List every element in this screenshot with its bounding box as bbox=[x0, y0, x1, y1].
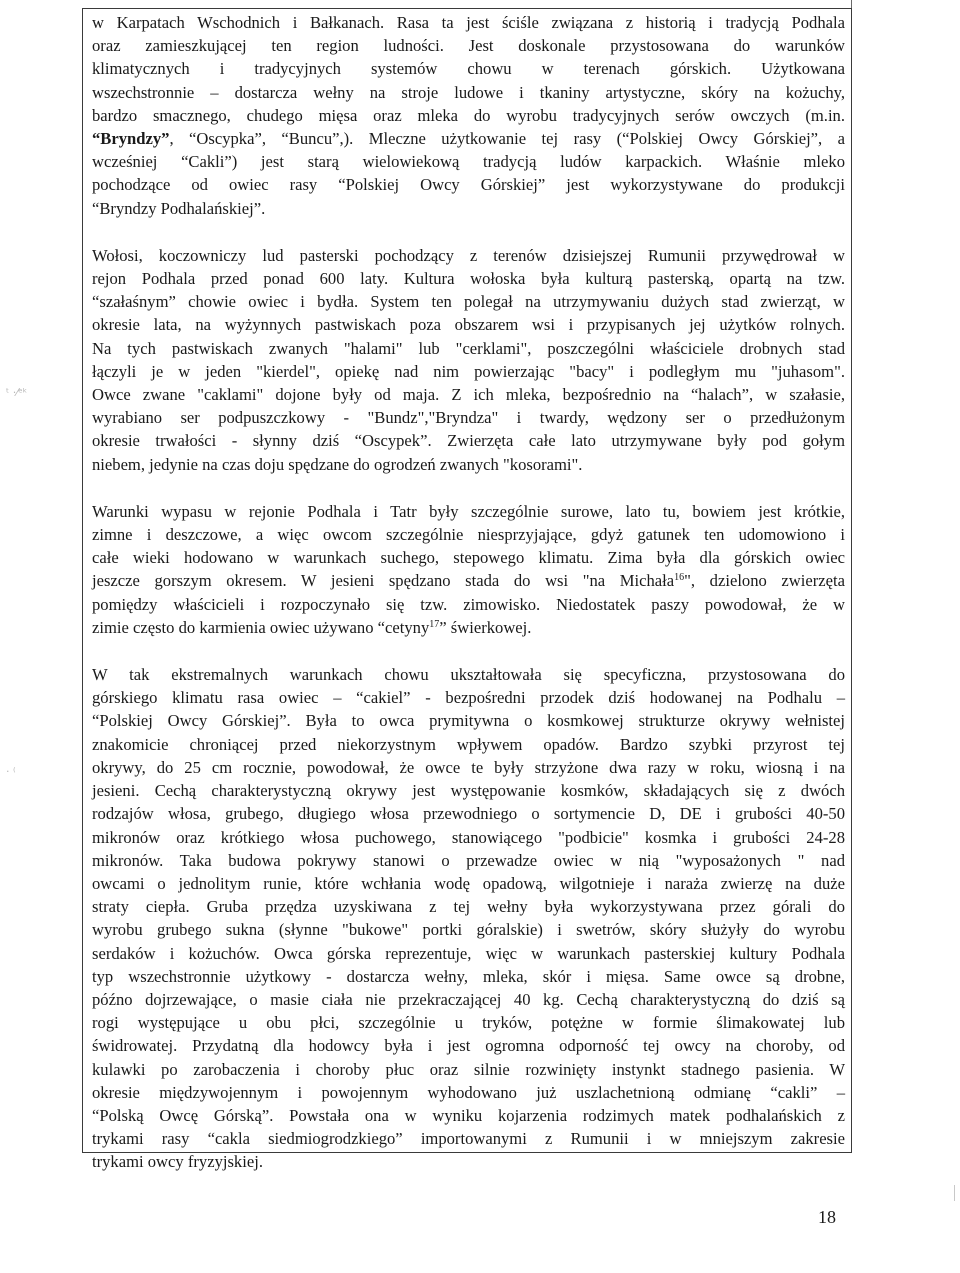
text-line: okresie trwałości - słynny dziś “Oscypek”. Zwierzęta całe lato utrzymywane były pod gołym bbox=[92, 431, 845, 451]
text-line: pochodzące od owiec rasy “Polskiej Owcy Górskiej” jest wykorzystywane do produkcji bbox=[92, 175, 845, 195]
bold-bryndzy: “Bryndzy” bbox=[92, 129, 170, 149]
text-segment: zimie często do karmienia owiec używano “cetyny bbox=[92, 617, 430, 637]
text-line: zimne i deszczowe, a więc owcom szczególnie niesprzyjające, gdyż gatunek ten udomowiono i bbox=[92, 525, 845, 545]
paragraph-wolosi bbox=[92, 244, 845, 476]
text-line: rejon Podhala przed ponad 600 laty. Kultura wołoska była kulturą pasterską, opartą na tzw. bbox=[92, 269, 845, 289]
text-line: W tak ekstremalnych warunkach chowu ukształtowała się specyficzna, przystosowana do bbox=[92, 665, 845, 685]
text-segment: jeszcze gorszym okresem. W jesieni spędzano stada do wsi "na Michała bbox=[92, 571, 675, 591]
document-body bbox=[92, 11, 845, 1198]
paragraph-grazing-conditions bbox=[92, 500, 845, 639]
text-line: wcześniej “Cakli”) jest starą wielowiekową tradycją ludów karpackich. Właśnie mleko bbox=[92, 152, 845, 172]
text-line: niebem, jedynie na czas doju spędzane do ogrodzeń zwanych "kosorami". bbox=[92, 454, 583, 474]
text-line: wyrobu grubego sukna (słynne "bukowe" portki góralskie) i swetrów, skóry służyły do wyrobu bbox=[92, 920, 845, 940]
text-line: wszechstronnie – dostarcza wełny na stroje ludowe i tkaniny artystyczne, skóry na kożuchy, bbox=[92, 82, 845, 102]
text-line: kulawki po zarobaczenia i choroby płuc oraz silnie rozwinięty instynkt stadnego pasienia. W bbox=[92, 1059, 845, 1079]
text-line: “Bryndzy Podhalańskiej”. bbox=[92, 198, 266, 218]
text-line-with-footnote bbox=[92, 616, 845, 639]
frame-corner-tick bbox=[851, 0, 852, 8]
text-line: oraz zamieszkującej ten region ludności. Jest doskonale przystosowana do warunków bbox=[92, 36, 845, 56]
text-line: mikronów oraz krótkiego włosa puchowego, stanowiącego "podbicie" kosmka i grubości 24-28 bbox=[92, 827, 845, 847]
text-line: straty ciepła. Gruba przędza uzyskiwana z tej wełny była wykorzystywana przez górali do bbox=[92, 897, 845, 917]
footnote-ref-16: 16 bbox=[674, 572, 685, 584]
text-line: górskiego klimatu rasa owiec – “cakiel” - bezpośredni przodek dziś hodowanej na Podhalu – bbox=[92, 688, 845, 708]
text-line: okrywy, do 25 cm rocznie, powodował, że owce te były strzyżone dwa razy w roku, wiosną i na bbox=[92, 757, 845, 777]
text-line: pomiędzy właścicieli i rozpoczynało się tzw. zimowisko. Niedostatek paszy powodował, że w bbox=[92, 594, 845, 614]
paragraph-cakiel-breed bbox=[92, 663, 845, 1173]
text-segment: ” świerkowej. bbox=[439, 617, 532, 637]
scan-edge-tick bbox=[954, 1185, 955, 1201]
scan-artifact-mark: · ⁽ bbox=[6, 765, 16, 778]
text-line: rodzajów włosa, grubego, długiego włosa przewodniego o sortymencie D, DE i grubości 40-50 bbox=[92, 804, 845, 824]
text-line: rogi występujące u obu płci, szczególnie u tryków, potężne w formie ślimakowatej lub bbox=[92, 1013, 845, 1033]
text-line: “Polskiej Owcy Górskiej”. Była to owca prymitywna o kosmkowej strukturze okrywy wełnistej bbox=[92, 711, 845, 731]
paragraph-sheep-breed-history bbox=[92, 11, 845, 220]
text-line: znakomicie chroniącej przed niekorzystnym wpływem opadów. Bardzo szybki przyrost tej bbox=[92, 734, 845, 754]
text-line: trykami rasy “cakla siedmiogrodzkiego” importowanymi z Rumunii i w mniejszym zakresie bbox=[92, 1129, 845, 1149]
text-line: okresie lata, na wyżynnych pastwiskach poza obszarem wsi i przypisanych jej użytków rolnych. bbox=[92, 315, 845, 335]
text-line-with-footnote bbox=[92, 569, 845, 592]
text-line: Owce zwane "caklami" dojone były od maja. Z ich mleka, bezpośrednio na “halach”, w szałasie, bbox=[92, 385, 845, 405]
text-line-bold-start: “Bryndzy”, “Oscypka”, “Buncu”,). Mleczne użytkowanie tej rasy (“Polskiej Owcy Górskiej”, a bbox=[92, 129, 845, 149]
text-line: “Polską Owcę Górską”. Powstała ona w wyniku kojarzenia rodzimych matek podhalańskich z bbox=[92, 1105, 845, 1125]
text-line: całe wieki hodowano w warunkach suchego, stepowego klimatu. Zima była dla górskich owiec bbox=[92, 548, 845, 568]
text-line: świdrowatej. Przydatną dla hodowcy była i jest ogromna odporność tej owcy na choroby, od bbox=[92, 1036, 845, 1056]
text-line: w Karpatach Wschodnich i Bałkanach. Rasa ta jest ściśle związana z historią i tradycją Podhala bbox=[92, 13, 845, 32]
text-segment: ", dzielono zwierzęta bbox=[684, 571, 845, 591]
text-line: Warunki wypasu w rejonie Podhala i Tatr były szczególnie surowe, lato tu, bowiem jest krótkie, bbox=[92, 501, 845, 521]
text-line: “szałaśnym” chowie owiec i bydła. System ten polegał na utrzymywaniu dużych stad zwierząt, w bbox=[92, 292, 845, 312]
text-line: trykami owcy fryzyjskiej. bbox=[92, 1152, 263, 1172]
text-line: klimatycznych i tradycyjnych systemów chowu w terenach górskich. Użytkowana bbox=[92, 59, 845, 79]
footnote-ref-17: 17 bbox=[429, 618, 440, 630]
text-line: Wołosi, koczowniczy lud pasterski pochodzący z terenów dzisiejszej Rumunii przywędrował w bbox=[92, 245, 845, 265]
text-line: wyrabiano ser podpuszczkowy - "Bundz","Bryndza" i twardy, wędzony ser o przedłużonym bbox=[92, 408, 845, 428]
text-line: okresie międzywojennym i powojennym wyhodowano już uszlachetnioną odmianę “cakli” – bbox=[92, 1082, 845, 1102]
text-line: serdaków i kożuchów. Owca górska reprezentuje, więc w warunkach pasterskiej kultury Podhala bbox=[92, 943, 845, 963]
text-line: jesieni. Cechą charakterystyczną okrywy jest występowanie kosmków, składających się z dwóch bbox=[92, 781, 845, 801]
text-line: owcami o jednolitym runie, które wchłania wodę opadową, wilgotnieje i naraża zwierzę na duże bbox=[92, 873, 845, 893]
text-line: łączyli je w jeden "kierdel", opiekę nad nim powierzając "bacy" i podległym mu "juhasom". bbox=[92, 361, 845, 381]
scan-artifact-mark: ᵗ ·⁄ᵉᵏ bbox=[6, 386, 28, 399]
text-line: bardzo smacznego, chudego mięsa oraz mleka do wyrobu tradycyjnych serów owczych (m.in. bbox=[92, 105, 845, 125]
text-line: Na tych pastwiskach zwanych "halami" lub "cerklami", poszczególni właściciele drobnych stad bbox=[92, 338, 845, 358]
text-line: późno dojrzewające, o masie ciała nie przekraczającej 40 kg. Cechą charakterystyczną do dziś są bbox=[92, 989, 845, 1009]
text-line: typ wszechstronnie użytkowy - dostarcza wełny, mleka, skór i mięsa. Same owce są drobne, bbox=[92, 966, 845, 986]
page-number: 18 bbox=[818, 1207, 836, 1227]
text-line: mikronów. Taka budowa pokrywy stanowi o przewadze owiec w nią "wyposażonych " nad bbox=[92, 850, 845, 870]
